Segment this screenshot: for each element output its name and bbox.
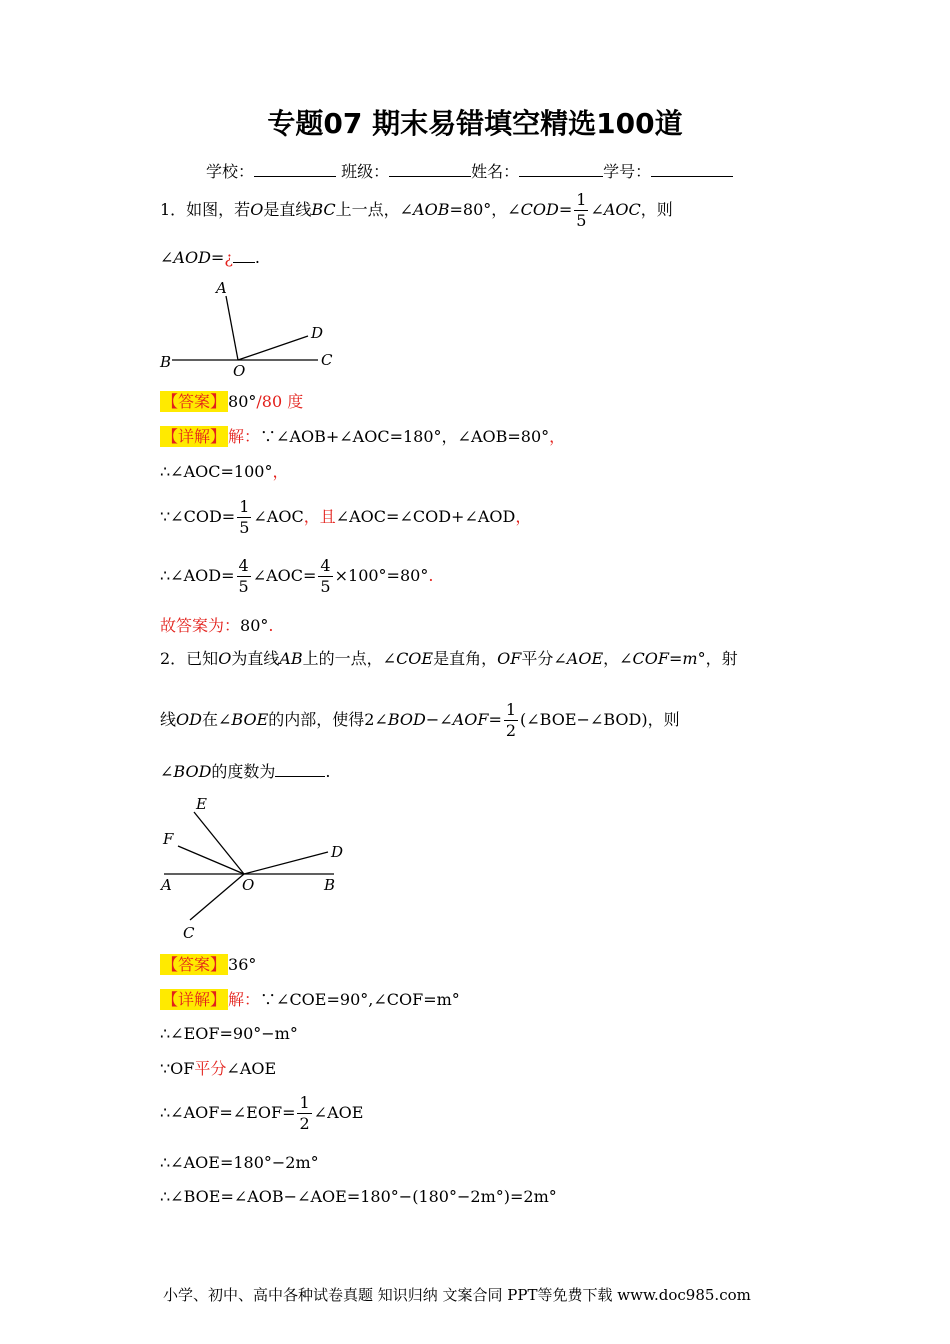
class-label: 班级： xyxy=(341,162,390,181)
q2-figure xyxy=(158,792,358,942)
q2-detail-line2: ∴∠EOF=90°−m° xyxy=(160,1024,298,1043)
fig1-label-D: D xyxy=(311,324,324,342)
q2-detail-line4: ∴∠AOF=∠EOF= $\frac{1}{2}$ ∠AOE xyxy=(160,1093,364,1133)
fig2-label-D: D xyxy=(331,843,344,861)
fraction-four-fifths: $\frac{4}{5}$ xyxy=(320,556,331,596)
q2-detail-line3: ∵OF平分∠AOE xyxy=(160,1059,277,1078)
fig2-label-E: E xyxy=(196,795,207,813)
school-blank xyxy=(254,176,336,177)
q1-detail-line2: ∴∠AOC=100°， xyxy=(160,462,289,481)
q2-answer: 【答案】 36° xyxy=(162,955,257,974)
q2-detail-line1: 【详解】 解：∵∠COE=90°,∠COF=m° xyxy=(162,990,460,1009)
name-blank xyxy=(519,176,603,177)
fig2-label-A: A xyxy=(161,876,172,894)
fraction-one-fifth: $\frac{1}{5}$ xyxy=(576,190,587,230)
fig1-label-A: A xyxy=(216,279,227,297)
q2-stem-line1: 2．已知O为直线AB上的一点，∠COE是直角，OF平分∠AOE，∠COF=m°，射 xyxy=(160,649,738,668)
student-info-line xyxy=(206,159,733,182)
q1-answer: 【答案】 80°/80 度 xyxy=(162,392,304,411)
fig2-label-O: O xyxy=(242,876,255,894)
q1-detail-line1: 【详解】 解：∵∠AOB+∠AOC=180°，∠AOB=80°， xyxy=(162,427,566,446)
number-label: 学号： xyxy=(603,162,652,181)
fig2-label-C: C xyxy=(183,924,195,942)
name-label: 姓名： xyxy=(471,162,520,181)
class-blank xyxy=(389,176,471,177)
fig1-label-O: O xyxy=(233,362,246,380)
fraction-one-fifth: $\frac{1}{5}$ xyxy=(239,497,250,537)
fig2-label-F: F xyxy=(163,830,174,848)
fraction-one-half: $\frac{1}{2}$ xyxy=(505,700,517,740)
q2-stem-line2: 线OD在∠BOE的内部，使得2∠BOD−∠AOF= $\frac{1}{2}$ (∠BOE−∠BOD)，则 xyxy=(160,700,680,740)
q1-detail-line3: ∵∠COD= $\frac{1}{5}$ ∠AOC，且∠AOC=∠COD+∠AOD， xyxy=(160,497,532,537)
fraction-four-fifths: $\frac{4}{5}$ xyxy=(238,556,249,596)
detail-tag: 【详解】 xyxy=(162,990,227,1009)
q1-detail-line4: ∴∠AOD= $\frac{4}{5}$ ∠AOC= $\frac{4}{5}$ ×100°=80°. xyxy=(160,556,434,596)
q2-answer-blank xyxy=(275,776,325,777)
fig2-label-B: B xyxy=(324,876,336,894)
q1-final-answer: 故答案为：80°. xyxy=(160,616,274,635)
q2-detail-line6: ∴∠BOE=∠AOB−∠AOE=180°−(180°−2m°)=2m° xyxy=(160,1187,557,1206)
q1-answer-blank xyxy=(233,262,255,263)
number-blank xyxy=(651,176,733,177)
answer-tag: 【答案】 xyxy=(162,955,227,974)
q2-stem-line3: ∠BOD的度数为 . xyxy=(160,762,331,781)
page-footer: 小学、初中、高中各种试卷真题 知识归纳 文案合同 PPT等免费下载 www.doc985.com xyxy=(163,1286,751,1304)
fig1-label-C: C xyxy=(321,351,333,369)
q1-stem-line2: ∠AOD=¿ . xyxy=(160,248,260,267)
fraction-one-half: $\frac{1}{2}$ xyxy=(299,1093,310,1133)
fig1-label-B: B xyxy=(160,353,172,371)
answer-tag: 【答案】 xyxy=(162,392,227,411)
detail-tag: 【详解】 xyxy=(162,427,227,446)
q1-figure xyxy=(158,278,338,383)
q2-detail-line5: ∴∠AOE=180°−2m° xyxy=(160,1153,319,1172)
q1-stem-line1: 1．如图，若O是直线BC上一点，∠AOB=80°，∠COD= $\frac{1}{5}$ ∠AOC，则 xyxy=(160,190,673,230)
school-label: 学校： xyxy=(206,162,255,181)
page-title: 专题07 期末易错填空精选100道 xyxy=(267,107,683,140)
